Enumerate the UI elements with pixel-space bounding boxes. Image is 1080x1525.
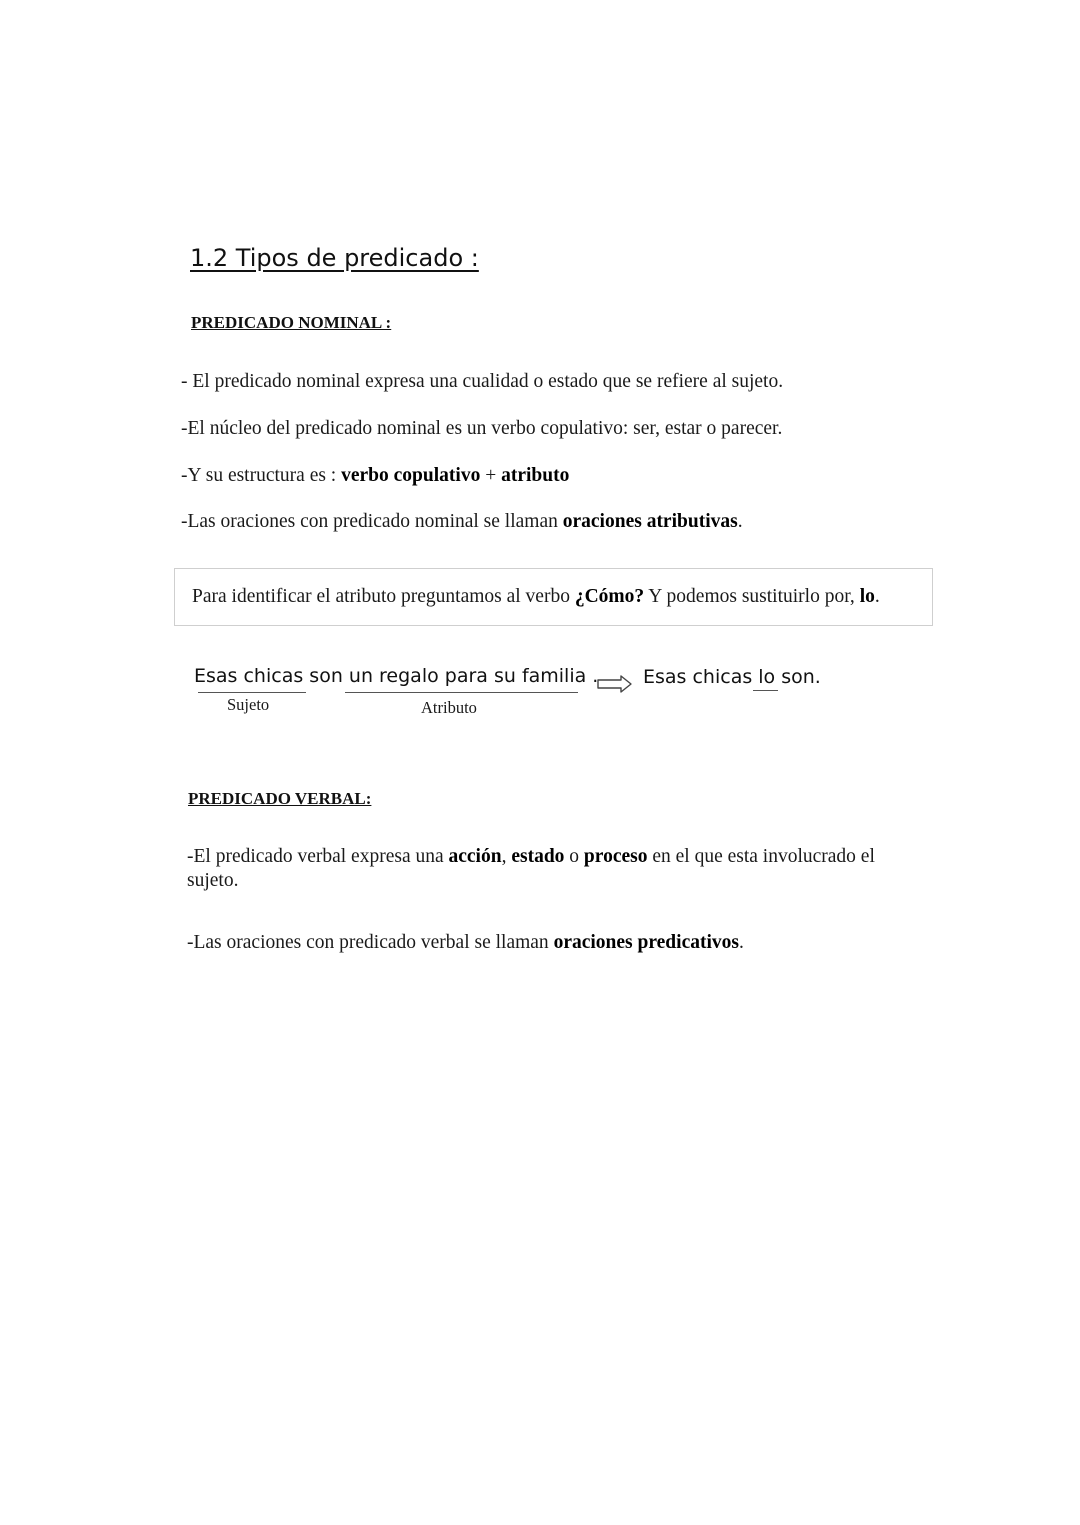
nominal-oraciones — [181, 511, 743, 533]
example-sujeto: Esas chicas — [194, 665, 304, 687]
note-middle: Y podemos sustituirlo por, — [644, 586, 860, 607]
example-period: . — [586, 665, 599, 687]
label-atributo: Atributo — [421, 698, 477, 717]
verbal-oraciones — [187, 932, 744, 954]
verbal-prefix: -El predicado verbal expresa una — [187, 846, 449, 867]
label-sujeto: Sujeto — [227, 695, 270, 714]
structure-attr: atributo — [501, 465, 570, 486]
verbal-oraciones-prefix: -Las oraciones con predicado verbal se llaman — [187, 932, 554, 953]
verbal-estado: estado — [511, 846, 565, 867]
sujeto-underline — [198, 692, 306, 693]
lo-underline — [753, 690, 778, 691]
nominal-heading: PREDICADO NOMINAL : — [191, 313, 392, 332]
verbal-oraciones-suffix: . — [738, 932, 744, 953]
oraciones-bold: oraciones atributivas — [562, 511, 738, 532]
verbal-accion: acción — [448, 846, 502, 867]
verbal-proceso: proceso — [583, 846, 648, 867]
result-prefix: Esas chicas — [643, 666, 759, 688]
verbal-line-1-cont: sujeto. — [187, 870, 239, 891]
verbal-sep2: o — [564, 846, 584, 867]
verbal-line-1 — [187, 846, 875, 868]
atributo-underline — [345, 692, 578, 693]
note-prefix: Para identificar el atributo preguntamos al verbo — [192, 586, 575, 607]
note-question: ¿Cómo? — [574, 586, 645, 607]
oraciones-suffix: . — [737, 511, 743, 532]
example-sentence — [194, 665, 598, 687]
double-arrow-icon — [597, 674, 633, 694]
example-atributo: un regalo para su familia — [348, 665, 587, 687]
nominal-line-2: -El núcleo del predicado nominal es un verbo copulativo: ser, estar o parecer. — [181, 418, 783, 439]
result-lo: lo — [758, 666, 776, 688]
note-pronoun: lo — [859, 586, 875, 607]
example-result — [643, 666, 821, 688]
nominal-structure — [181, 465, 569, 487]
structure-plus: + — [480, 465, 502, 486]
example-verb: son — [303, 665, 349, 687]
result-suffix: son. — [775, 666, 821, 688]
structure-verb: verbo copulativo — [341, 465, 481, 486]
note-text — [192, 586, 880, 608]
verbal-sep1: , — [501, 846, 512, 867]
nominal-line-1: - El predicado nominal expresa una cualidad o estado que se refiere al sujeto. — [181, 371, 784, 392]
oraciones-prefix: -Las oraciones con predicado nominal se llaman — [181, 511, 563, 532]
verbal-oraciones-bold: oraciones predicativos — [553, 932, 739, 953]
verbal-suffix: en el que esta involucrado el — [647, 846, 875, 867]
verbal-heading: PREDICADO VERBAL: — [188, 789, 372, 808]
section-title: 1.2 Tipos de predicado : — [190, 244, 479, 272]
note-suffix: . — [874, 586, 880, 607]
structure-prefix: -Y su estructura es : — [181, 465, 342, 486]
